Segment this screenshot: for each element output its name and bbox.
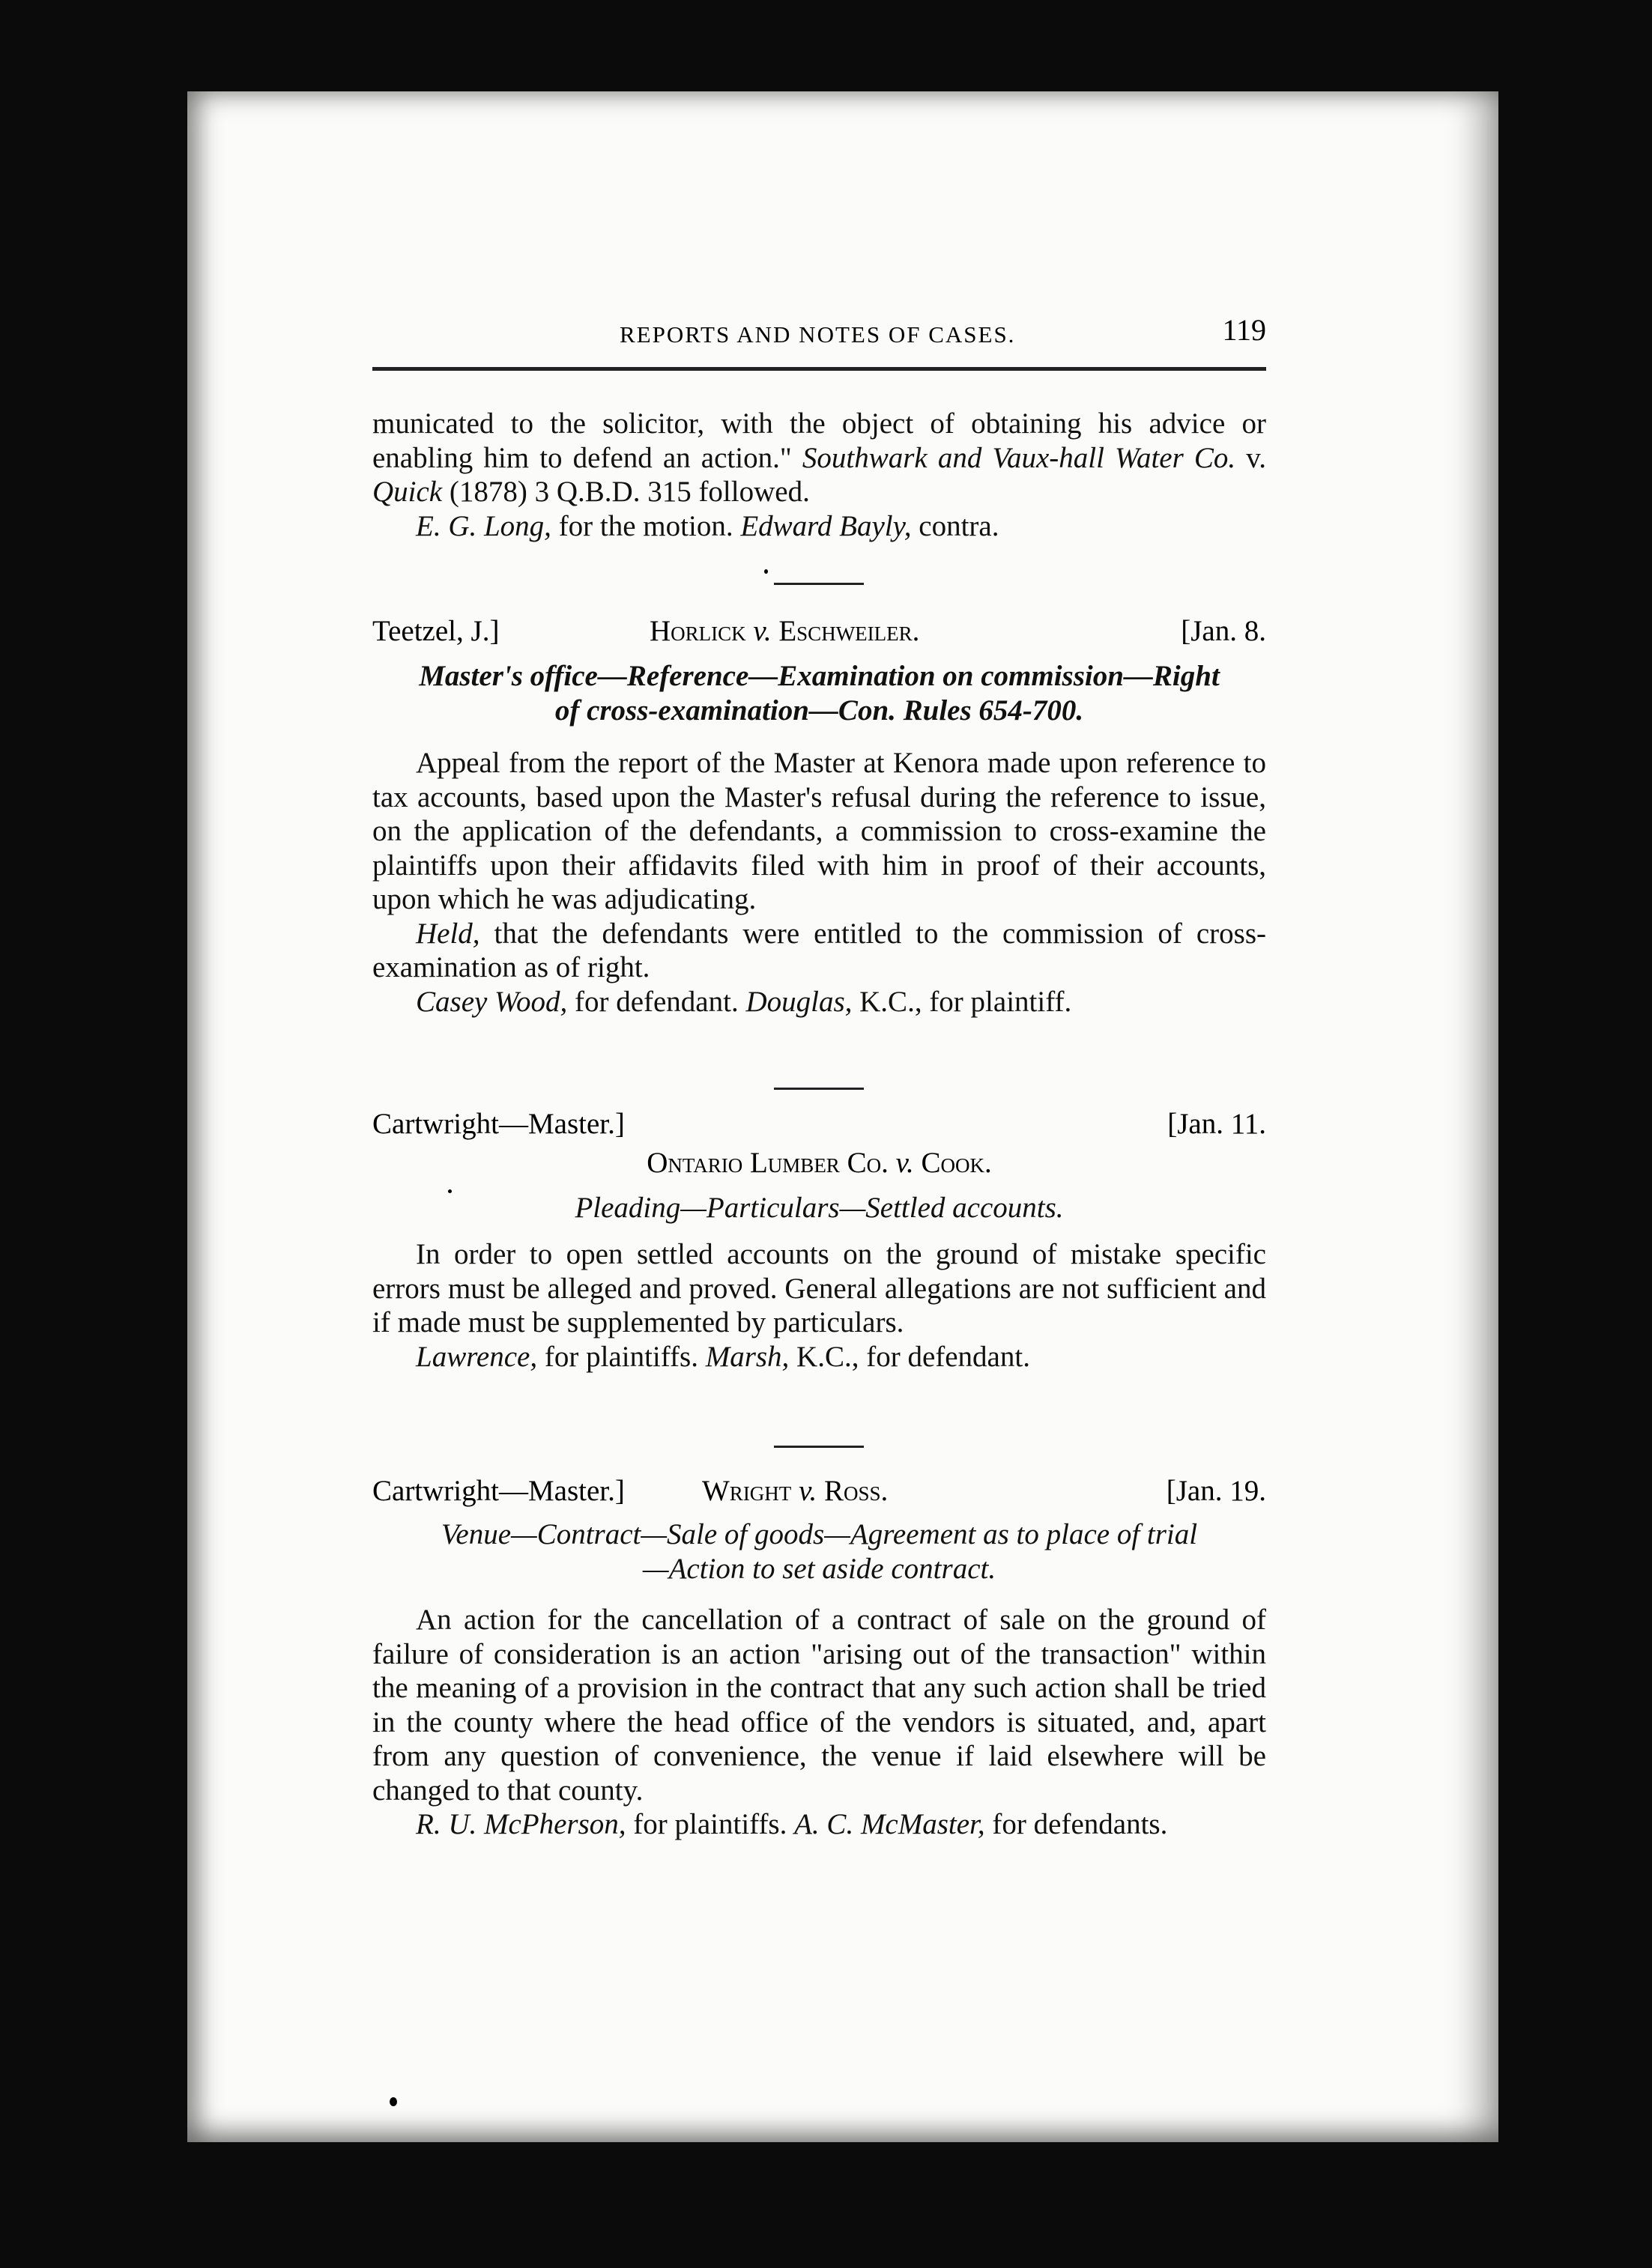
case-1-judge: Teetzel, J.] — [372, 615, 500, 647]
scan-speck — [764, 569, 768, 574]
held-label: Held, — [416, 917, 480, 950]
citation-reference: (1878) 3 Q.B.D. 315 followed. — [442, 476, 810, 508]
case-2-counsel — [372, 1340, 1266, 1374]
continuation-quote: or enabling him to defend an action." — [372, 407, 1266, 474]
case-1-headnote — [372, 659, 1266, 727]
case-1-counsel — [372, 985, 1266, 1019]
counsel-role: K.C., for plaintiff. — [852, 985, 1072, 1018]
counsel-role: for defendants. — [984, 1808, 1168, 1840]
case-3-headnote — [372, 1517, 1266, 1586]
scan-border-bottom — [0, 2142, 1652, 2268]
case-citation-name: Southwark and Vaux- — [802, 441, 1059, 474]
counsel-name: Lawrence, — [416, 1340, 538, 1373]
section-divider — [774, 1446, 864, 1448]
case-1-holding — [372, 917, 1266, 985]
counsel-role: for the motion. — [551, 509, 741, 542]
case-1-summary: Appeal from the report of the Master at Kenora made upon reference to tax accounts, based upon the Master's refusal during the reference to issue, on the application of the defendants, a commission to cross-examine the plaintiffs upon their affidavits filed with him in proof of their accounts, upon which he was adjudicating. — [372, 747, 1266, 915]
counsel-name: R. U. McPherson, — [416, 1808, 626, 1840]
page-number: 119 — [1222, 313, 1266, 347]
running-title: REPORTS AND NOTES OF CASES. — [620, 321, 1016, 348]
continuation-counsel — [372, 509, 1266, 544]
section-divider — [774, 1088, 864, 1090]
case-1-title — [650, 614, 919, 648]
case-3-party-a: Wright — [702, 1475, 792, 1507]
case-2-title — [372, 1146, 1266, 1183]
case-2-judge: Cartwright—Master.] — [372, 1108, 625, 1140]
case-2-body — [372, 1237, 1266, 1374]
case-3-title — [702, 1474, 888, 1508]
counsel-role: K.C., for defendant. — [789, 1340, 1030, 1373]
case-3-date: [Jan. 19. — [1166, 1475, 1266, 1507]
scan-speck — [390, 2097, 397, 2106]
case-2-title-text — [372, 1146, 1266, 1180]
case-2-summary: In order to open settled accounts on the ground of mistake specific errors must be alleged and proved. General allegations are not sufficient and if made must be supplemented by particulars. — [372, 1238, 1266, 1338]
case-2-headnote — [372, 1191, 1266, 1225]
case-3-counsel — [372, 1807, 1266, 1842]
case-3-judge: Cartwright—Master.] — [372, 1475, 625, 1507]
case-1-caption — [372, 614, 1266, 652]
case-citation-party: Quick — [372, 476, 443, 508]
header-rule — [372, 367, 1266, 371]
section-divider — [774, 583, 864, 585]
case-3-summary: An action for the cancellation of a contract of sale on the ground of failure of consideration is an action "arising out of the transaction" within the meaning of a provision in the contract that any such action shall be tried in the county where the head office of the vendors is situated, and, apart from any question of convenience, the venue if laid elsewhere will be changed to that county. — [372, 1604, 1266, 1807]
case-1-headnote-line-1: Master's office—Reference—Examination on commission—Right — [419, 660, 1220, 692]
counsel-role: contra. — [911, 509, 999, 542]
versus: v. — [1246, 441, 1266, 474]
continuation-line-1: municated to the solicitor, with the object of obtaining his advice — [372, 407, 1226, 440]
counsel-role: for plaintiffs. — [537, 1340, 706, 1373]
case-1-party-a: Horlick — [650, 615, 746, 647]
case-1-party-b: Eschweiler. — [778, 615, 920, 647]
case-3-headnote-line-2: —Action to set aside contract. — [642, 1552, 996, 1585]
counsel-name: Edward Bayly, — [740, 509, 912, 542]
counsel-name: Marsh, — [705, 1340, 790, 1373]
counsel-role: for defendant. — [567, 985, 746, 1018]
page-header — [372, 312, 1266, 357]
continuation-paragraph — [372, 407, 1266, 543]
case-3-body — [372, 1603, 1266, 1842]
case-3-headnote-line-1: Venue—Contract—Sale of goods—Agreement as to place of trial — [441, 1518, 1198, 1550]
scan-border-left — [0, 0, 187, 2268]
case-2-caption — [372, 1107, 1266, 1144]
case-2-date: [Jan. 11. — [1167, 1108, 1266, 1140]
case-1-body — [372, 746, 1266, 1019]
case-1-date: [Jan. 8. — [1181, 615, 1266, 647]
counsel-name: E. G. Long, — [416, 509, 551, 542]
held-text: that the defendants were entitled to the commission of cross-examination as of right. — [372, 917, 1266, 983]
versus: v. — [895, 1147, 914, 1179]
case-2-headnote-line: Pleading—Particulars—Settled accounts. — [575, 1192, 1064, 1224]
scan-border-right — [1498, 0, 1652, 2268]
case-1-headnote-line-2: of cross-examination—Con. Rules 654-700. — [554, 694, 1084, 727]
counsel-name: Douglas, — [745, 985, 853, 1018]
case-3-party-b: Ross. — [823, 1475, 889, 1507]
scan-border-top — [0, 0, 1652, 91]
versus: v. — [799, 1475, 817, 1507]
counsel-role: for plaintiffs. — [626, 1808, 795, 1840]
versus: v. — [753, 615, 772, 647]
case-2-party-a: Ontario Lumber Co. — [647, 1147, 889, 1179]
case-2-party-b: Cook. — [921, 1147, 992, 1179]
case-3-caption — [372, 1474, 1266, 1512]
continuation-text — [372, 407, 1266, 509]
case-citation-name-cont: hall Water Co. — [1059, 441, 1247, 474]
counsel-name: A. C. McMaster, — [794, 1808, 985, 1840]
counsel-name: Casey Wood, — [416, 985, 568, 1018]
scan-speck — [448, 1189, 452, 1193]
